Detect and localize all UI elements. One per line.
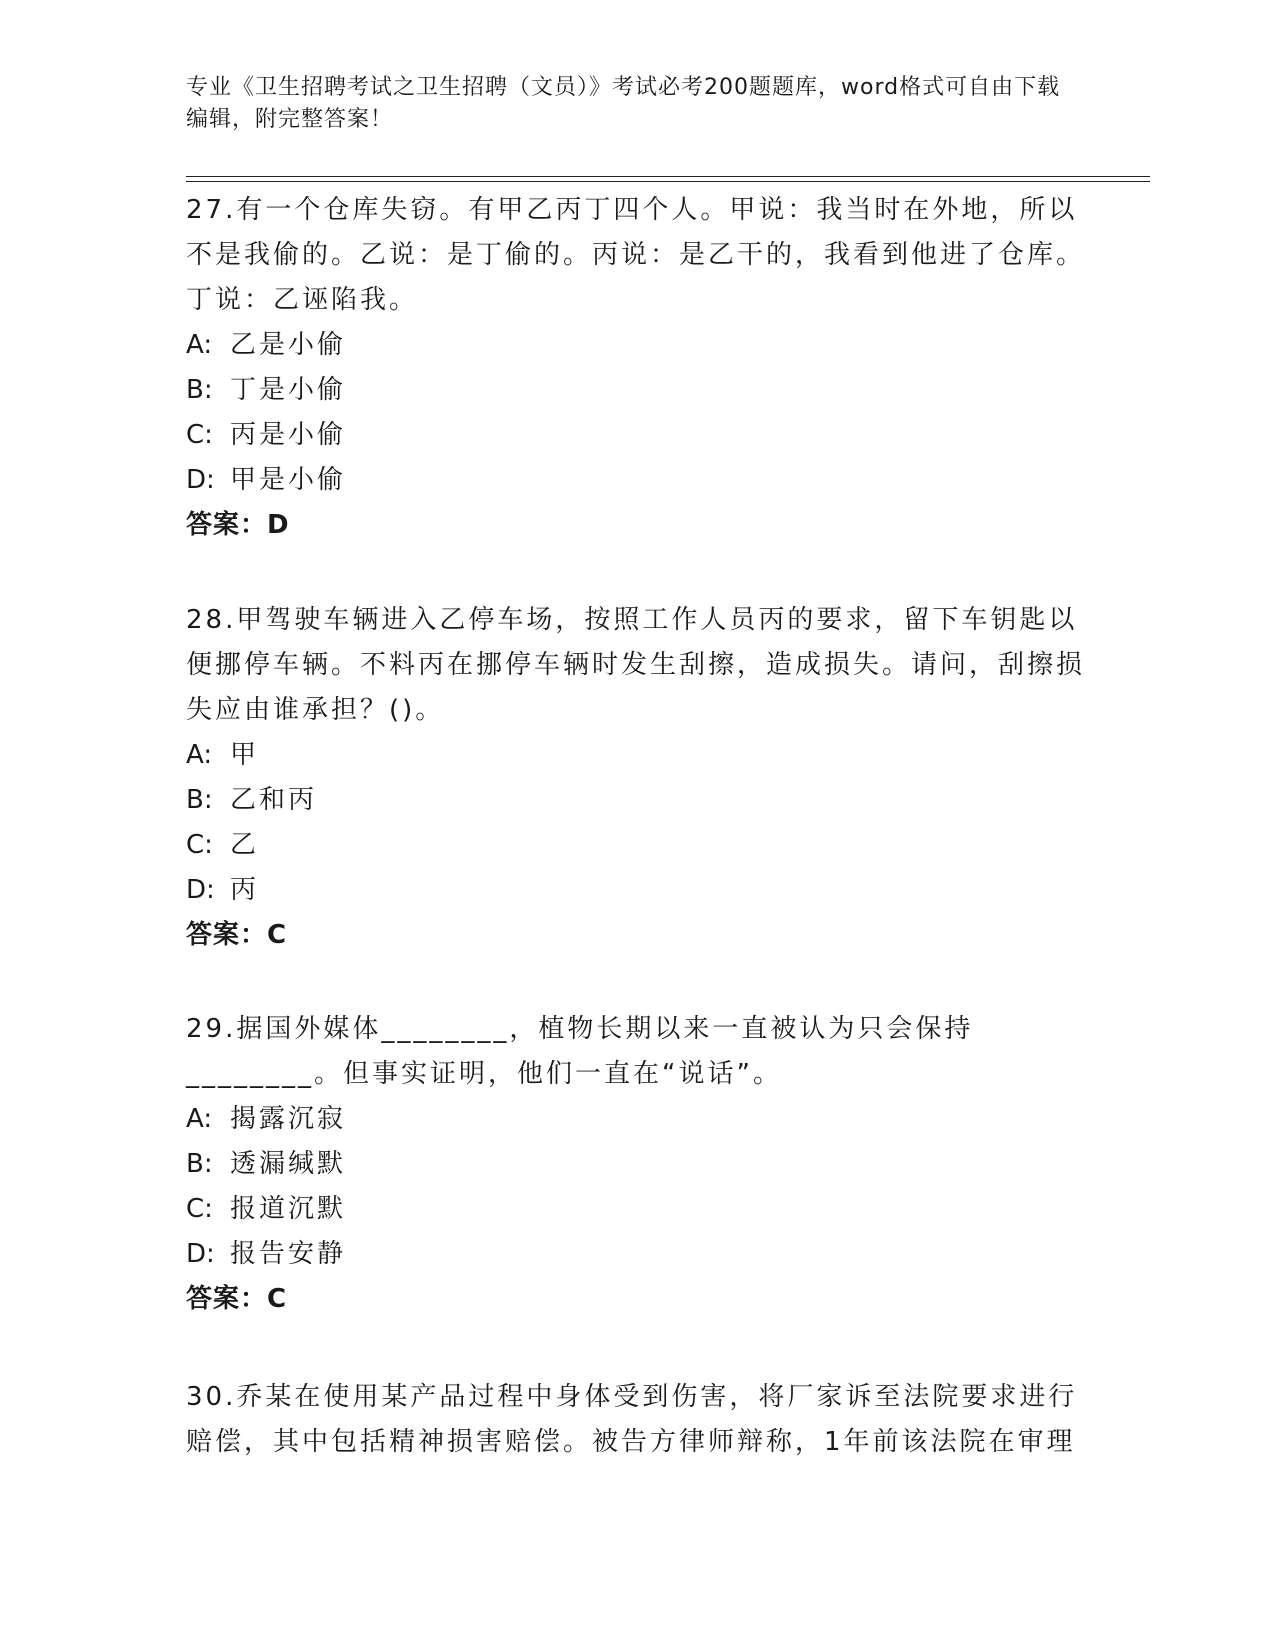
- option-label: A:: [186, 1104, 213, 1134]
- option-label: A:: [186, 330, 213, 360]
- option-c: [186, 413, 1086, 458]
- option-text: 乙和丙: [230, 785, 318, 815]
- question-30: [186, 1375, 1086, 1465]
- answer: 答案：C: [186, 920, 288, 950]
- question-text: 28.甲驾驶车辆进入乙停车场，按照工作人员丙的要求，留下车钥匙以便挪停车辆。不料丙在挪停车辆时发生刮擦，造成损失。请问，刮擦损失应由谁承担？()。: [186, 605, 1086, 725]
- option-text: 揭露沉寂: [230, 1104, 347, 1134]
- option-text: 丙是小偷: [230, 420, 347, 450]
- option-label: B:: [186, 785, 213, 815]
- option-text: 甲是小偷: [230, 465, 347, 495]
- option-label: D:: [186, 875, 215, 905]
- option-text: 乙是小偷: [230, 330, 347, 360]
- option-text: 丁是小偷: [230, 375, 347, 405]
- option-b: [186, 368, 1086, 413]
- option-c: [186, 823, 1086, 868]
- option-text: 报告安静: [230, 1239, 347, 1269]
- option-b: [186, 778, 1086, 823]
- option-text: 报道沉默: [230, 1194, 347, 1224]
- option-d: [186, 1232, 1086, 1277]
- option-c: [186, 1187, 1086, 1232]
- option-text: 丙: [230, 875, 260, 905]
- answer: 答案：D: [186, 510, 290, 540]
- option-label: B:: [186, 1149, 213, 1179]
- option-label: A:: [186, 740, 213, 770]
- option-a: [186, 733, 1086, 778]
- option-b: [186, 1142, 1086, 1187]
- option-d: [186, 458, 1086, 503]
- option-label: D:: [186, 1239, 215, 1269]
- header-divider-bottom: [186, 181, 1150, 182]
- option-label: C:: [186, 420, 213, 450]
- question-text: 27.有一个仓库失窃。有甲乙丙丁四个人。甲说：我当时在外地，所以不是我偷的。乙说：是丁偷的。丙说：是乙干的，我看到他进了仓库。丁说：乙诬陷我。: [186, 195, 1086, 315]
- option-a: [186, 323, 1086, 368]
- option-label: C:: [186, 830, 213, 860]
- option-text: 乙: [230, 830, 260, 860]
- question-29: [186, 1007, 1086, 1322]
- option-label: C:: [186, 1194, 213, 1224]
- option-d: [186, 868, 1086, 913]
- option-label: D:: [186, 465, 215, 495]
- option-text: 透漏缄默: [230, 1149, 347, 1179]
- question-28: [186, 598, 1086, 958]
- document-header: 专业《卫生招聘考试之卫生招聘（文员）》考试必考200题题库，word格式可自由下载编辑，附完整答案！: [186, 75, 1061, 132]
- question-27: [186, 188, 1086, 548]
- header-divider-top: [186, 176, 1150, 177]
- option-text: 甲: [230, 740, 260, 770]
- question-text: 30.乔某在使用某产品过程中身体受到伤害，将厂家诉至法院要求进行赔偿，其中包括精神损害赔偿。被告方律师辩称，1年前该法院在审理: [186, 1382, 1078, 1457]
- question-text: 29.据国外媒体________，植物长期以来一直被认为只会保持________。但事实证明，他们一直在“说话”。: [186, 1014, 974, 1089]
- answer: 答案：C: [186, 1284, 288, 1314]
- option-label: B:: [186, 375, 213, 405]
- option-a: [186, 1097, 1086, 1142]
